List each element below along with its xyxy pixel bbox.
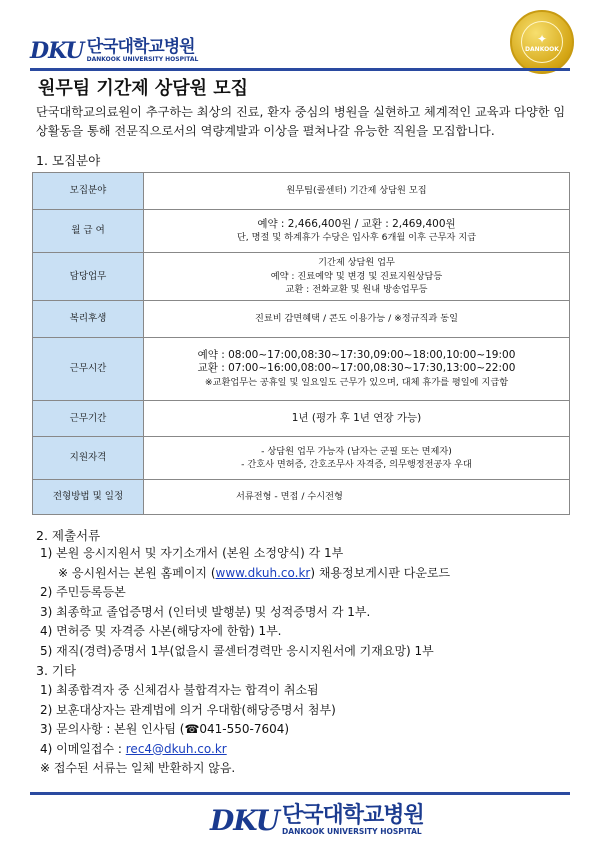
row-label: 담당업무 [33, 253, 144, 301]
list-item: ※ 접수된 서류는 일체 반환하지 않음. [40, 761, 236, 775]
row-value: 1년 (평가 후 1년 연장 가능) [144, 401, 570, 437]
section-other-heading: 3. 기타 [36, 663, 77, 678]
row-label: 근무시간 [33, 338, 144, 401]
logo-korean-name: 단국대학교병원 [282, 803, 424, 828]
logo-english-name: DANKOOK UNIVERSITY HOSPITAL [86, 56, 199, 63]
table-row [33, 480, 570, 515]
homepage-link[interactable]: www.dkuh.co.kr [215, 565, 311, 580]
row-value: 원무팀(콜센터) 기간제 상담원 모집 [144, 173, 570, 210]
row-value: 서류전형 - 면접 / 수시전형 [144, 480, 570, 515]
documents-list [40, 544, 450, 661]
page-title: 원무팀 기간제 상담원 모집 [38, 78, 249, 99]
row-label: 근무기간 [33, 401, 144, 437]
row-value: - 상담원 업무 가능자 (남자는 군필 또는 면제자) - 간호사 면허증, 간호조무사 자격증, 의무행정전공자 우대 [144, 437, 570, 480]
university-seal-icon: ✦ DANKOOK [510, 10, 574, 74]
row-label: 지원자격 [33, 437, 144, 480]
section-documents-heading: 2. 제출서류 [36, 528, 101, 543]
table-row [33, 437, 570, 480]
list-item: 4) 이메일접수 : rec4@dkuh.co.kr [40, 741, 227, 756]
list-item: ※ 응시원서는 본원 홈페이지 (www.dkuh.co.kr) 채용정보게시판 다운로드 [58, 565, 451, 580]
list-item: 3) 문의사항 : 본원 인사팀 (☎041-550-7604) [40, 722, 290, 736]
email-link[interactable]: rec4@dkuh.co.kr [125, 741, 227, 756]
row-label: 전형방법 및 일정 [33, 480, 144, 515]
table-row [33, 301, 570, 338]
hospital-logo-bottom [210, 804, 424, 837]
logo-korean-name: 단국대학교병원 [86, 37, 195, 57]
list-item: 1) 최종합격자 중 신체검사 불합격자는 합격이 취소됨 [40, 683, 319, 697]
section-recruit-heading: 1. 모집분야 [36, 153, 101, 168]
row-value: 예약 : 08:00~17:00,08:30~17:30,09:00~18:00,10:00~19:00 교환 : 07:00~16:00,08:00~17:00,08:30~17:30,13:00~22:00 ※교환업무는 공휴일 및 일요일도 근무가 있으며, 대체 휴가를 평일에 지급함 [144, 338, 570, 401]
header-divider [30, 68, 570, 71]
row-label: 모집분야 [33, 173, 144, 210]
list-item: 2) 주민등록등본 [40, 585, 126, 599]
row-label: 복리후생 [33, 301, 144, 338]
logo-mark: DKU [30, 38, 84, 64]
table-row [33, 210, 570, 253]
intro-paragraph: 단국대학교의료원이 추구하는 최상의 진료, 환자 중심의 병원을 실현하고 체계적인 교육과 다양한 임상활동을 통해 전문직으로서의 역량계발과 이상을 펼쳐나갈 유능한 직원을 모집합니다. [36, 105, 566, 138]
row-value: 예약 : 2,466,400원 / 교환 : 2,469,400원 단, 명절 및 하계휴가 수당은 입사후 6개월 이후 근무자 지급 [144, 210, 570, 253]
list-item: 5) 재직(경력)증명서 1부(없을시 콜센터경력만 응시지원서에 기재요망) 1부 [40, 643, 434, 658]
list-item: 1) 본원 응시지원서 및 자기소개서 (본원 소정양식) 각 1부 [40, 546, 344, 560]
footer-divider [30, 792, 570, 795]
logo-english-name: DANKOOK UNIVERSITY HOSPITAL [282, 827, 422, 836]
table-row [33, 338, 570, 401]
list-item: 2) 보훈대상자는 관계법에 의거 우대함(해당증명서 첨부) [40, 702, 336, 717]
other-list [40, 681, 336, 779]
logo-mark: DKU [210, 804, 280, 837]
list-item: 4) 면허증 및 자격증 사본(해당자에 한함) 1부. [40, 624, 282, 638]
list-item: 3) 최종학교 졸업증명서 (인터넷 발행분) 및 성적증명서 각 1부. [40, 604, 371, 619]
row-label: 월 급 여 [33, 210, 144, 253]
row-value: 기간제 상담원 업무 예약 : 진료예약 및 변경 및 진료지원상담등 교환 : 전화교환 및 원내 방송업무등 [144, 253, 570, 301]
table-row [33, 253, 570, 301]
row-value: 진료비 감면혜택 / 콘도 이용가능 / ※정규직과 동일 [144, 301, 570, 338]
table-row [33, 173, 570, 210]
recruit-table [32, 172, 570, 515]
table-row [33, 401, 570, 437]
hospital-logo-top [30, 38, 198, 64]
